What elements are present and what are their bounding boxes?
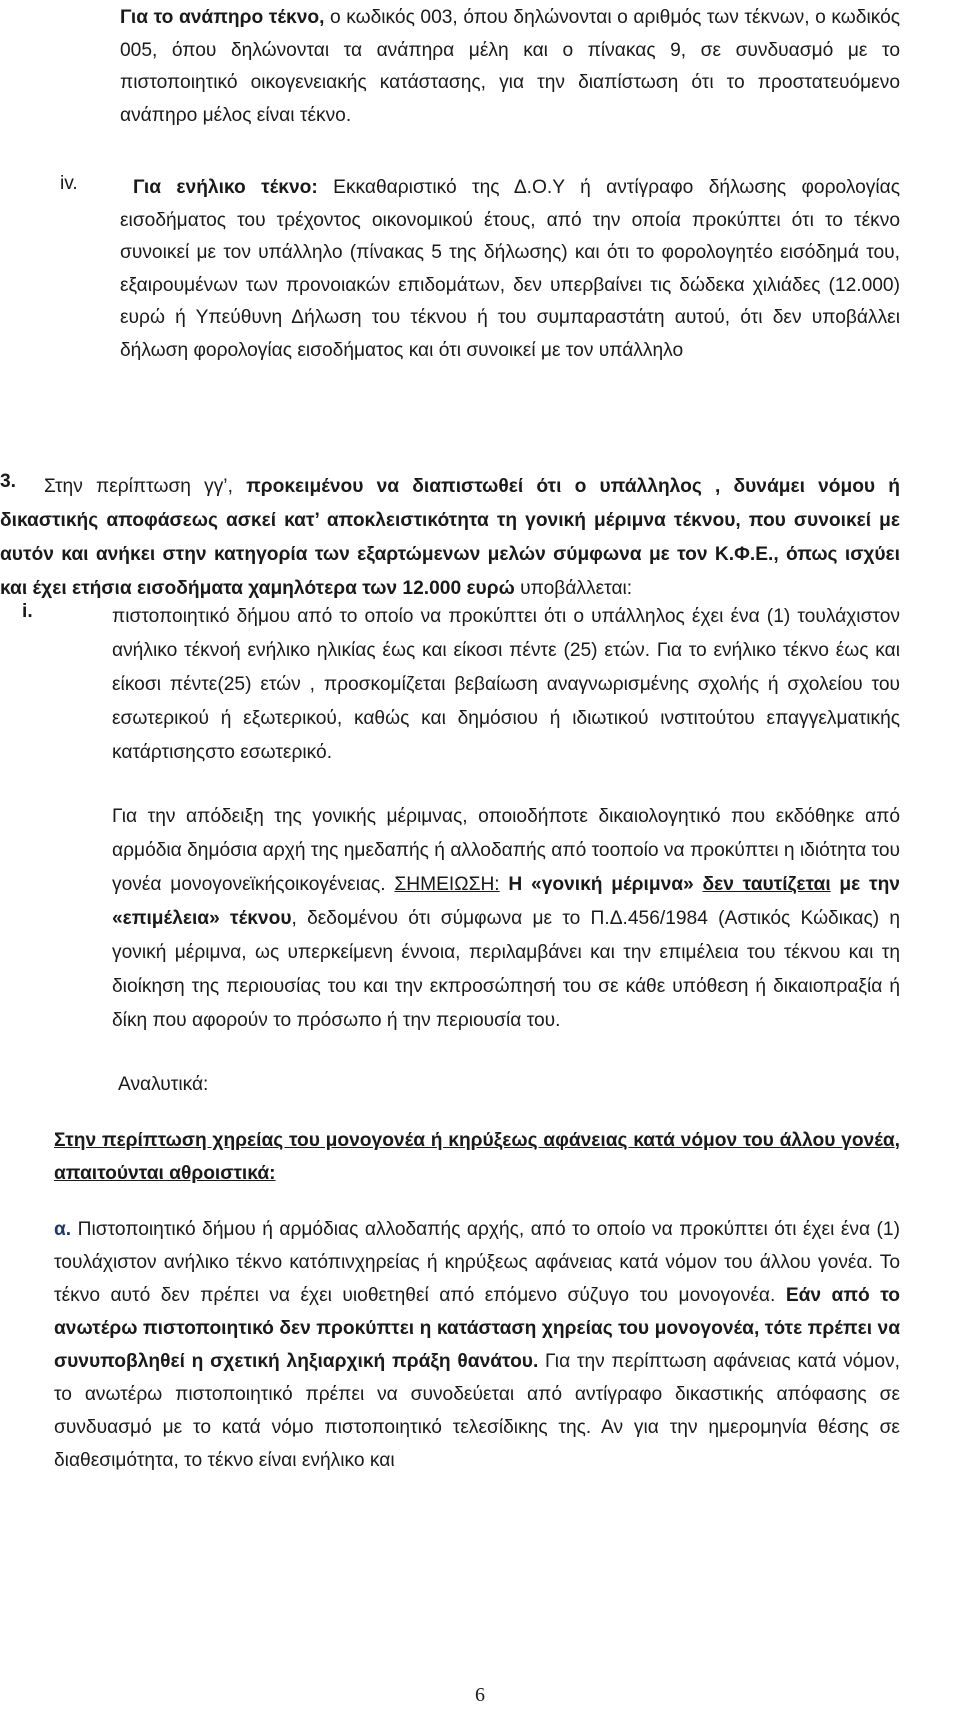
- item-a-bold: Εάν από το ανωτέρω πιστοποιητικό δεν προκύπτει η κατάσταση χηρείας του μονογονέα, τότε πρέπει να συνυποβληθεί η σχετική ληξιαρχική πράξη θανάτου.: [54, 1285, 900, 1372]
- widowhood-heading-text: Στην περίπτωση χηρείας του μονογονέα ή κηρύξεως αφάνειας κατά νόμον του άλλου γονέα, απαιτούνται αθροιστικά:: [54, 1130, 900, 1184]
- parental-care-paragraph: [112, 800, 900, 1038]
- item-iv-text: Εκκαθαριστικό της Δ.Ο.Υ ή αντίγραφο δήλωσης φορολογίας εισοδήματος του τρέχοντος οικονομικού έτους, από την οποία προκύπτει ότι το τέκνο συνοικεί με τον υπάλληλο (πίνακας 5 της δήλωσης) και ότι το φορολογητέο εισόδημά του, εξαιρουμένων των προνοιακών επιδομάτων, δεν υπερβαίνει τις δώδεκα χιλιάδες (12.000) ευρώ ή Υπεύθυνη Δήλωση του τέκνου ή του συμπαραστάτη αυτού, ότι δεν υποβάλλει δήλωση φορολογίας εισοδήματος και ότι συνοικεί με τον υπάλληλο: [120, 177, 900, 361]
- section-3-bold: προκειμένου να διαπιστωθεί ότι ο υπάλληλος , δυνάμει νόμου ή δικαστικής αποφάσεως ασκεί κατ’ αποκλειστικότητα τη γονική μέριμνα τέκνου, που συνοικεί με αυτόν και ανήκει στην κατηγορία των εξαρτώμενων μελών σύμφωνα με τον Κ.Φ.Ε., όπως ισχύει και έχει ετήσια εισοδήματα χαμηλότερα των 12.000 ευρώ: [0, 476, 900, 599]
- item-i-paragraph: [112, 600, 900, 770]
- item-iv-number: iv.: [60, 173, 78, 194]
- detail-label: Αναλυτικά:: [118, 1074, 209, 1095]
- item-a-text-1: Πιστοποιητικό δήμου ή αρμόδιας αλλοδαπής αρχής, από το οποίο να προκύπτει ότι έχει ένα (1) τουλάχιστον ανήλικο τέκνο κατόπινχηρείας ή κηρύξεως αφάνειας κατά νόμον του άλλου γονέα. Το τέκνο αυτό δεν πρέπει να έχει υιοθετηθεί από επόμενο σύζυγο του μονογονέα.: [54, 1219, 900, 1306]
- page-number: 6: [475, 1684, 485, 1706]
- item-iv-lead: Για ενήλικο τέκνο:: [133, 177, 318, 198]
- section-3-paragraph: [0, 470, 900, 606]
- note-bold-underlined: δεν ταυτίζεται: [702, 874, 831, 895]
- item-i-number: i.: [22, 601, 33, 622]
- widowhood-heading: [54, 1124, 900, 1190]
- item-a-text-2: Για την περίπτωση αφάνειας κατά νόμον, το ανωτέρω πιστοποιητικό πρέπει να συνοδεύεται από αντίγραφο δικαστικής απόφασης σε συνδυασμό με το κατά νόμο πιστοποιητικό τελεσίδικης της. Αν για την ημερομηνία θέσης σε διαθεσιμότητα, το τέκνο είναι ενήλικο και: [54, 1351, 900, 1471]
- note-text: , δεδομένου ότι σύμφωνα με το Π.Δ.456/1984 (Αστικός Κώδικας) η γονική μέριμνα, ως υπερκείμενη έννοια, περιλαμβάνει και την επιμέλεια του τέκνου και τη διοίκηση της περιουσίας του και την εκπροσώπησή του σε κάθε υπόθεση ή δικαιοπραξία ή δίκη που αφορούν το πρόσωπο ή την περιουσία του.: [112, 908, 900, 1031]
- intro-text: ο κωδικός 003, όπου δηλώνονται ο αριθμός των τέκνων, ο κωδικός 005, όπου δηλώνονται τα ανάπηρα μέλη και ο πίνακας 9, σε συνδυασμό με το πιστοποιητικό οικογενειακής κατάστασης, για την διαπίστωση ότι το προστατευόμενο ανάπηρο μέλος είναι τέκνο.: [120, 7, 900, 126]
- note-bold-1: Η «γονική μέριμνα»: [508, 874, 694, 895]
- note-label: ΣΗΜΕΙΩΣΗ:: [394, 874, 500, 895]
- section-3-tail: υποβάλλεται:: [514, 578, 633, 599]
- item-a-label: α.: [54, 1219, 72, 1240]
- item-i-text: πιστοποιητικό δήμου από το οποίο να προκύπτει ότι ο υπάλληλος έχει ένα (1) τουλάχιστον ανήλικο τέκνοή ενήλικο ηλικίας έως και είκοσι πέντε (25) ετών. Για το ενήλικο τέκνο έως και είκοσι πέντε(25) ετών , προσκομίζεται βεβαίωση αναγνωρισμένης σχολής ή σχολείου του εσωτερικού ή εξωτερικού, καθώς και δημόσιου ή ιδιωτικού ινστιτούτου επαγγελματικής κατάρτισηςστο εσωτερικό.: [112, 606, 900, 763]
- note-bold-2: με την «επιμέλεια» τέκνου: [112, 874, 900, 929]
- intro-lead: Για το ανάπηρο τέκνο,: [120, 7, 325, 28]
- section-3-number: 3.: [0, 471, 17, 492]
- parental-care-text: Για την απόδειξη της γονικής μέριμνας, οποιοδήποτε δικαιολογητικό που εκδόθηκε από αρμόδια δημόσια αρχή της ημεδαπής ή αλλοδαπής από τοοποίο να προκύπτει η ιδιότητα του γονέα μονογονεϊκήςοικογένειας.: [112, 806, 900, 895]
- section-3-intro: Στην περίπτωση γγ’,: [44, 476, 233, 497]
- item-a-paragraph: [54, 1213, 900, 1477]
- item-iv-paragraph: [120, 172, 900, 367]
- intro-paragraph: [120, 2, 900, 132]
